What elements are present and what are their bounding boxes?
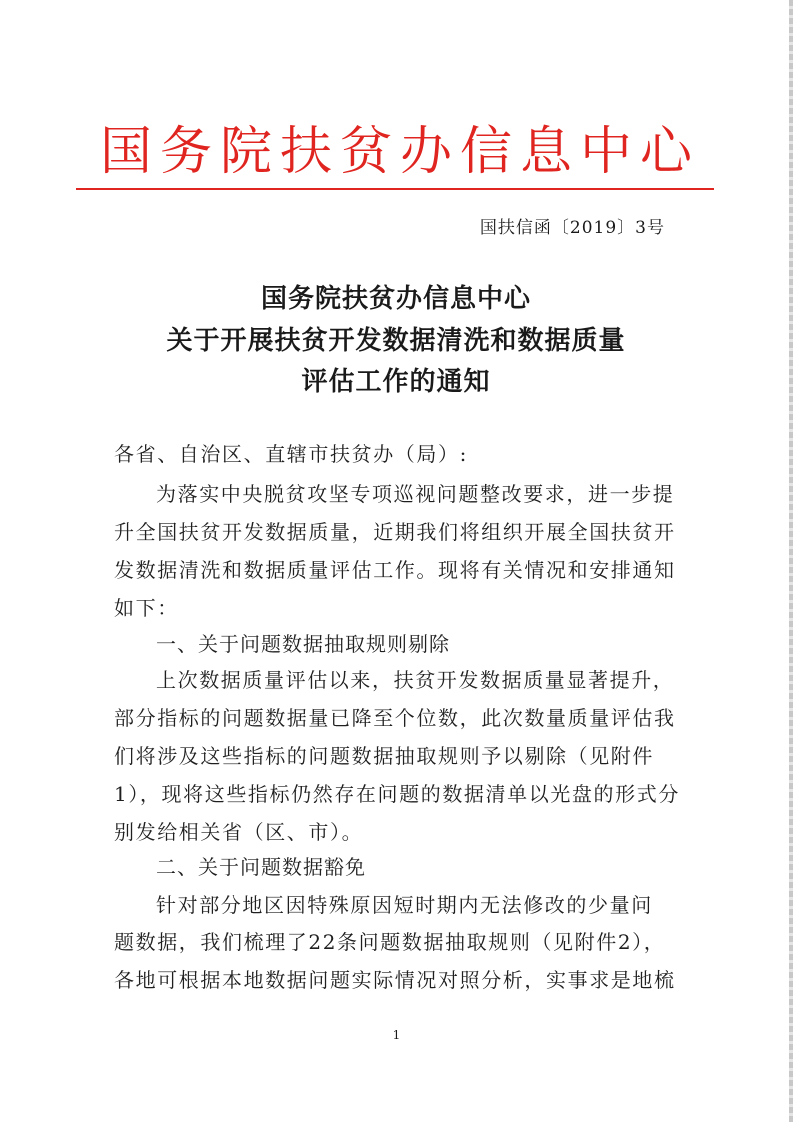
intro-line-2: 升全国扶贫开发数据质量，近期我们将组织开展全国扶贫开 (114, 520, 676, 544)
letterhead-title: 国务院扶贫办信息中心 (99, 122, 700, 182)
document-number: 国扶信函〔2019〕3号 (479, 218, 665, 238)
notice-title-line-3: 评估工作的通知 (301, 367, 491, 397)
section-2-line-3: 各地可根据本地数据问题实际情况对照分析，实事求是地梳 (114, 968, 676, 992)
section-2-line-1: 针对部分地区因特殊原因短时期内无法修改的少量问 (156, 893, 653, 917)
intro-line-3: 发数据清洗和数据质量评估工作。现将有关情况和安排通知 (114, 558, 676, 582)
intro-line-1: 为落实中央脱贫攻坚专项巡视问题整改要求，进一步提 (156, 482, 675, 506)
letterhead-red-rule (76, 188, 714, 190)
page-number: 1 (392, 1028, 401, 1042)
section-1-line-1: 上次数据质量评估以来，扶贫开发数据质量显著提升， (156, 668, 675, 692)
section-1-line-2: 部分指标的问题数据量已降至个位数，此次数量质量评估我 (114, 706, 676, 730)
salutation: 各省、自治区、直辖市扶贫办（局）: (114, 442, 468, 466)
section-1-line-4: 1），现将这些指标仍然存在问题的数据清单以光盘的形式分 (114, 782, 680, 806)
scan-edge-shadow (789, 0, 793, 1122)
section-1-heading: 一、关于问题数据抽取规则剔除 (156, 632, 450, 656)
notice-title-line-2: 关于开展扶贫开发数据清洗和数据质量 (166, 326, 626, 356)
section-2-line-2: 题数据，我们梳理了22条问题数据抽取规则（见附件2）， (114, 930, 666, 954)
section-1-line-3: 们将涉及这些指标的问题数据抽取规则予以剔除（见附件 (114, 744, 654, 768)
intro-line-4: 如下： (114, 596, 179, 620)
section-1-line-5: 别发给相关省（区、市）。 (114, 820, 364, 844)
section-2-heading: 二、关于问题数据豁免 (156, 855, 366, 879)
notice-title-line-1: 国务院扶贫办信息中心 (260, 284, 531, 314)
